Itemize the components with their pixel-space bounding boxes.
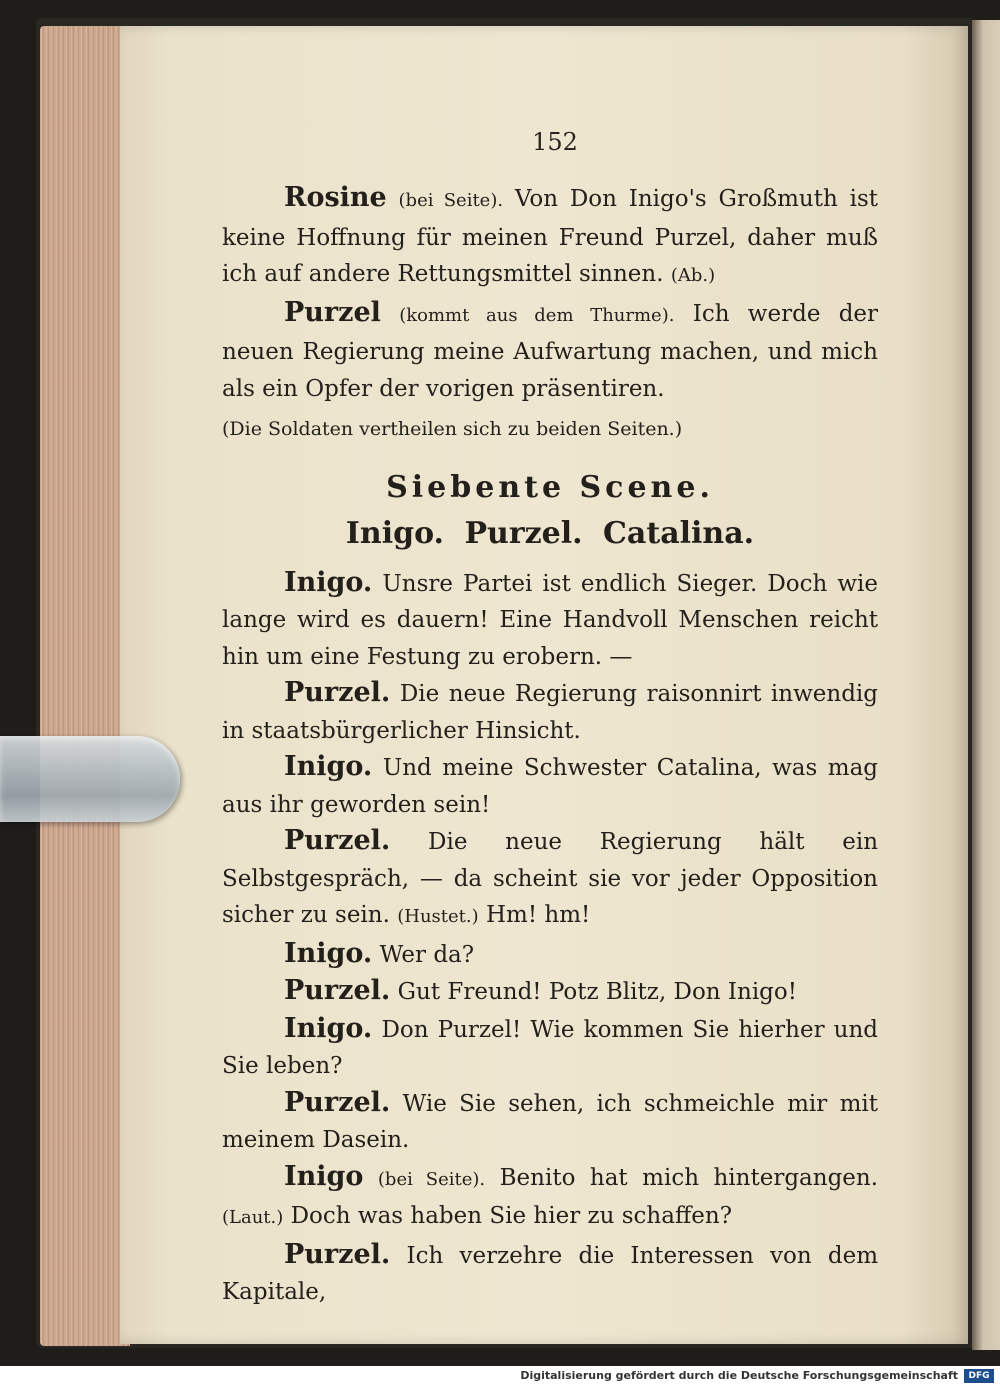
speech-text: Die neue Regierung raisonnirt inwendig in staatsbürgerlicher Hinsicht.	[222, 681, 879, 744]
speaker-name: Purzel.	[284, 1238, 391, 1270]
dialogue-line	[222, 1085, 878, 1159]
dialogue-line	[222, 1237, 878, 1311]
dialogue-line	[222, 1011, 878, 1085]
speech-text: Hm! hm!	[485, 902, 591, 928]
speech-text: Wie Sie sehen, ich schmeichle mir mit meinem Dasein.	[222, 1090, 879, 1153]
speaker-name: Inigo.	[284, 751, 373, 782]
speech-text: Ich verzehre die Interessen von dem Kapitale,	[222, 1242, 878, 1305]
speech-text: Gut Freund! Potz Blitz, Don Inigo!	[397, 979, 797, 1005]
speaker-name: Inigo.	[284, 1012, 373, 1044]
dfg-logo-icon: DFG	[964, 1369, 994, 1383]
dialogue-line	[222, 749, 878, 823]
dialogue-line	[222, 936, 878, 974]
speaker-name: Inigo	[284, 1160, 364, 1192]
speech-text: Wer da?	[379, 941, 475, 968]
speech-text: Die neue Regierung hält ein Selbstgespräch, — da scheint sie vor jeder Opposition sicher zu sein.	[222, 829, 879, 928]
stage-aside: (Ab.)	[670, 265, 716, 286]
paragraph	[222, 180, 878, 295]
speech-text: Don Purzel! Wie kommen Sie hierher und Sie leben?	[222, 1016, 878, 1079]
dialogue-line	[222, 675, 878, 749]
stage-aside: (Laut.)	[222, 1207, 284, 1228]
stage-aside: (Hustet.)	[397, 906, 479, 927]
speaker-name: Inigo.	[284, 937, 373, 969]
facing-page-edge	[972, 20, 1000, 1350]
speaker-name: Inigo.	[284, 566, 373, 598]
stage-aside: (bei Seite).	[377, 1168, 486, 1190]
speech-text: Benito hat mich hintergangen.	[499, 1164, 879, 1191]
stage-direction: (Die Soldaten vertheilen sich zu beiden Seiten.)	[222, 418, 683, 440]
paragraph	[222, 295, 878, 408]
dialogue-line	[222, 565, 878, 676]
speaker-name: Purzel	[284, 296, 381, 328]
dialogue-line	[222, 823, 878, 936]
speech-text: Von Don Inigo's Großmuth ist keine Hoffnung für meinen Freund Purzel, daher muß ich auf andere Rettungsmittel sinnen.	[222, 186, 878, 287]
speaker-name: Purzel.	[284, 677, 391, 708]
footer-bar	[0, 1366, 1000, 1386]
speech-text: Doch was haben Sie hier zu schaffen?	[290, 1203, 733, 1229]
speaker-name: Rosine	[284, 182, 387, 213]
page-edges	[40, 26, 130, 1346]
speech-text: Und meine Schwester Catalina, was mag aus ihr geworden sein!	[222, 755, 879, 818]
footer-credit: Digitalisierung gefördert durch die Deutsche Forschungsgemeinschaft	[520, 1369, 958, 1382]
speaker-name: Purzel.	[284, 975, 391, 1006]
speaker-name: Purzel.	[284, 825, 391, 856]
scene-heading: Siebente Scene.	[386, 469, 714, 505]
stage-aside: (bei Seite).	[398, 190, 504, 211]
speaker-name: Purzel.	[284, 1086, 391, 1118]
speech-text: Ich werde der neuen Regierung meine Aufwartung machen, und mich als ein Opfer der vorigen präsentiren.	[222, 300, 879, 402]
bookmark-clip	[0, 736, 180, 822]
dialogue-line	[222, 973, 878, 1011]
stage-aside: (kommt aus dem Thurme).	[399, 304, 675, 326]
page-number: 152	[532, 128, 578, 156]
scene-characters: Inigo. Purzel. Catalina.	[345, 516, 755, 551]
speech-text: Unsre Partei ist endlich Sieger. Doch wie lange wird es dauern! Eine Handvoll Menschen reicht hin um eine Festung zu erobern. —	[222, 570, 879, 670]
dialogue-line	[222, 1159, 878, 1237]
page-text	[222, 180, 878, 1311]
